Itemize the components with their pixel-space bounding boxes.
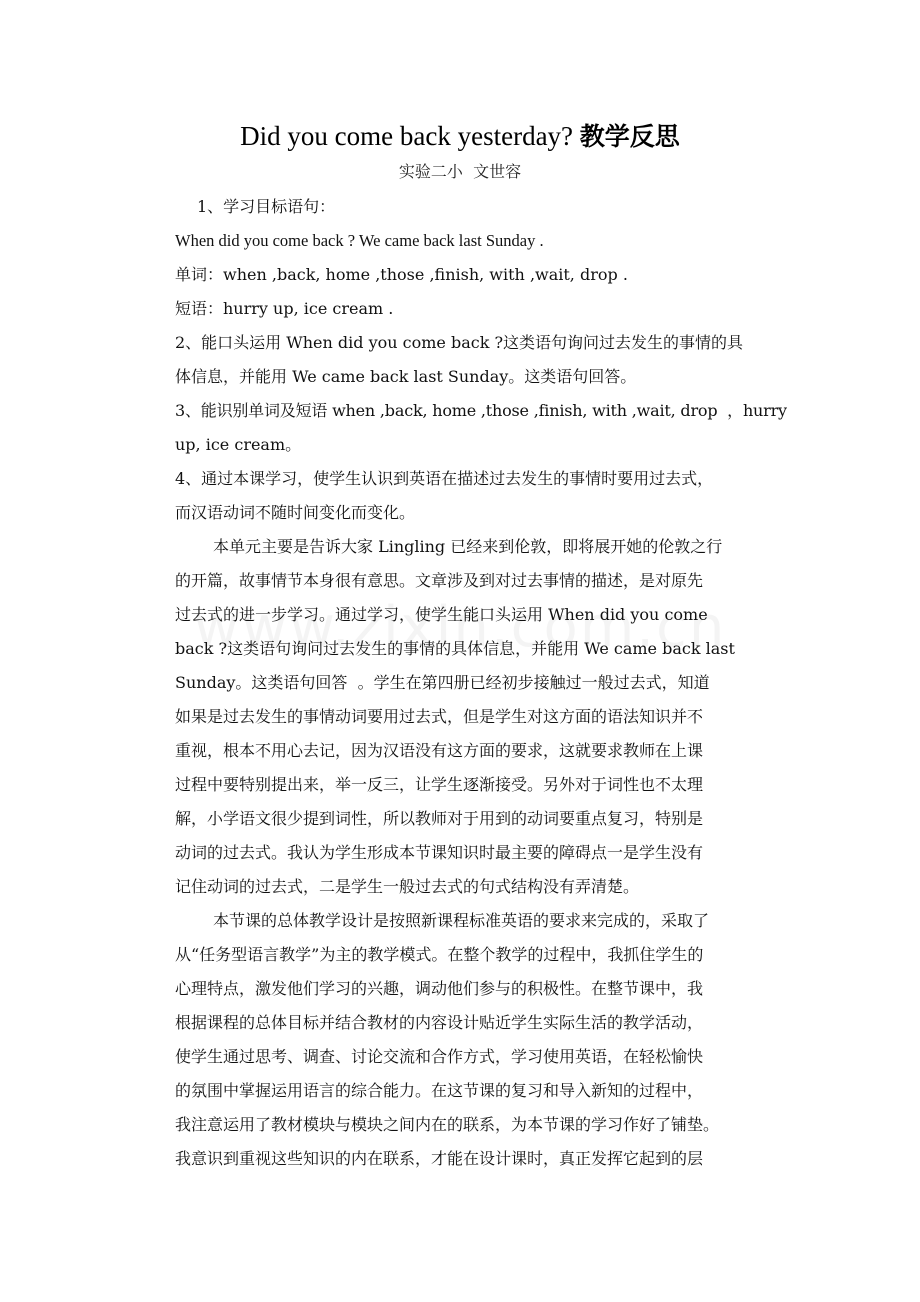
objective-3-line-1: 3、能识别单词及短语 when ,back, home ,those ,finish, with ,wait, drop ，hurry <box>175 401 787 420</box>
title-chinese: 教学反思 <box>579 122 680 151</box>
paragraph-1 <box>175 530 787 904</box>
objective-words: 单词：when ,back, home ,those ,finish, with ,wait, drop . <box>175 265 628 284</box>
paragraph-1-line: 的开篇，故事情节本身很有意思。文章涉及到对过去事情的描述，是对原先 <box>175 571 704 590</box>
document-body <box>175 190 787 1176</box>
paragraph-1-line: back ?这类语句询问过去发生的事情的具体信息，并能用 We came back last <box>175 639 735 658</box>
objective-3-line-2: up, ice cream。 <box>175 435 302 454</box>
paragraph-1-line: 动词的过去式。我认为学生形成本节课知识时最主要的障碍点一是学生没有 <box>175 843 704 862</box>
paragraph-2-line: 本节课的总体教学设计是按照新课程标准英语的要求来完成的，采取了 <box>213 911 710 930</box>
objective-phrases: 短语：hurry up, ice cream . <box>175 299 394 318</box>
paragraph-2-line: 从“任务型语言教学”为主的教学模式。在整个教学的过程中，我抓住学生的 <box>175 945 704 964</box>
paragraph-1-line: 如果是过去发生的事情动词要用过去式，但是学生对这方面的语法知识并不 <box>175 707 704 726</box>
objective-1-sentence: When did you come back ? We came back last Sunday . <box>175 231 544 250</box>
paragraph-2-line: 我注意运用了教材模块与模块之间内在的联系，为本节课的学习作好了铺垫。 <box>175 1115 720 1134</box>
paragraph-2-line: 我意识到重视这些知识的内在联系，才能在设计课时，真正发挥它起到的层 <box>175 1149 704 1168</box>
objective-2-line-2: 体信息，并能用 We came back last Sunday。这类语句回答。 <box>175 367 637 386</box>
paragraph-1-line: 过去式的进一步学习。通过学习，使学生能口头运用 When did you come <box>175 605 708 624</box>
paragraph-1-line: 本单元主要是告诉大家 Lingling 已经来到伦敦，即将展开她的伦敦之行 <box>213 537 723 556</box>
paragraph-2-line: 的氛围中掌握运用语言的综合能力。在这节课的复习和导入新知的过程中， <box>175 1081 704 1100</box>
objective-4-line-1: 4、通过本课学习，使学生认识到英语在描述过去发生的事情时要用过去式， <box>175 469 714 488</box>
paragraph-1-line: 过程中要特别提出来，举一反三，让学生逐渐接受。另外对于词性也不太理 <box>175 775 704 794</box>
paragraph-2-line: 根据课程的总体目标并结合教材的内容设计贴近学生实际生活的教学活动， <box>175 1013 704 1032</box>
author-line: 实验二小 文世容 <box>398 162 522 181</box>
paragraph-2 <box>175 904 787 1176</box>
objective-1-heading: 1、学习目标语句： <box>197 197 336 216</box>
objective-2-line-1: 2、能口头运用 When did you come back ?这类语句询问过去发生的事情的具 <box>175 333 744 352</box>
title-english: Did you come back yesterday? <box>240 121 574 151</box>
paragraph-1-line: 解，小学语文很少提到词性，所以教师对于用到的动词要重点复习，特别是 <box>175 809 704 828</box>
objective-4-line-2: 而汉语动词不随时间变化而变化。 <box>175 503 416 522</box>
paragraph-2-line: 心理特点，激发他们学习的兴趣，调动他们参与的积极性。在整节课中，我 <box>175 979 704 998</box>
paragraph-2-line: 使学生通过思考、调查、讨论交流和合作方式，学习使用英语，在轻松愉快 <box>175 1047 704 1066</box>
paragraph-1-line: Sunday。这类语句回答 。学生在第四册已经初步接触过一般过去式，知道 <box>175 673 710 692</box>
page-title <box>0 118 920 155</box>
paragraph-1-line: 重视，根本不用心去记，因为汉语没有这方面的要求，这就要求教师在上课 <box>175 741 704 760</box>
paragraph-1-line: 记住动词的过去式，二是学生一般过去式的句式结构没有弄清楚。 <box>175 877 640 896</box>
